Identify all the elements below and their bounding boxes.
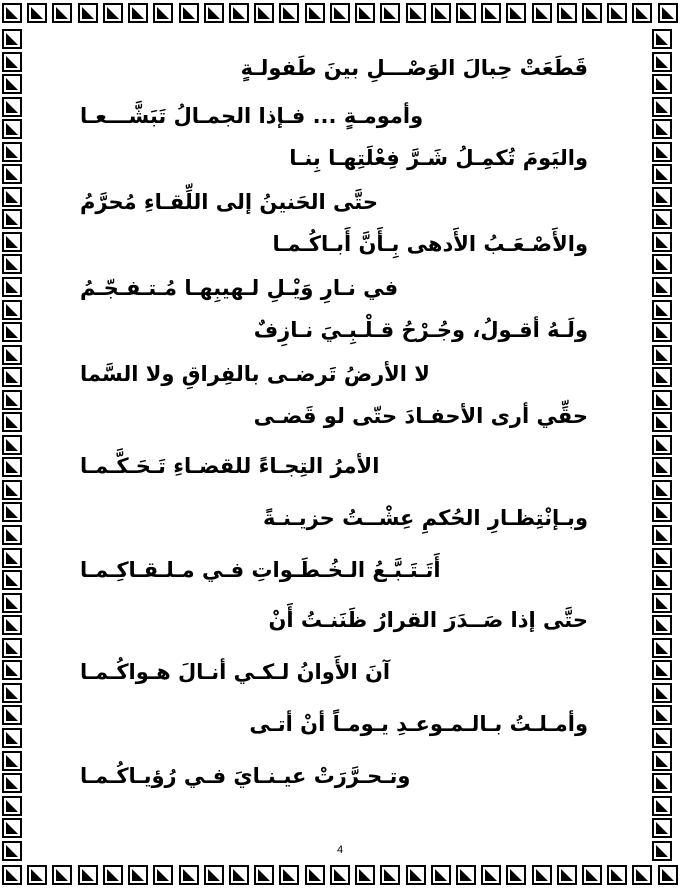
border-tile-icon: [506, 3, 526, 23]
border-tile-icon: [2, 705, 22, 725]
border-tile-icon: [431, 3, 451, 23]
border-tile-icon: [2, 97, 22, 117]
verse-line: وبـإنْتِظـارِ الحُكمِ عِشْــتُ حزيـنـةً: [263, 506, 588, 530]
verse-line: آنَ الأَوانُ لـكـي أنـالَ هـواكُـمـا: [80, 660, 391, 684]
border-tile-icon: [456, 3, 476, 23]
border-tile-icon: [2, 865, 22, 885]
border-tile-icon: [2, 457, 22, 477]
border-tile-icon: [532, 3, 552, 23]
border-tile-icon: [652, 525, 672, 545]
verse-line: قَطَعَتْ حِبالَ الوَصْـــلِ بينَ طَفولـةٍ: [240, 56, 588, 80]
border-tile-icon: [652, 638, 672, 658]
border-tile-icon: [652, 728, 672, 748]
border-tile-icon: [2, 818, 22, 838]
border-tile-icon: [2, 367, 22, 387]
border-tile-icon: [652, 52, 672, 72]
border-tile-icon: [330, 3, 350, 23]
border-tile-icon: [652, 773, 672, 793]
border-tile-icon: [607, 3, 627, 23]
verse-line: حتَّى الحَنينُ إلى اللِّقـاءِ مُحرَّمُ: [80, 190, 378, 214]
border-tile-icon: [652, 322, 672, 342]
border-tile-icon: [506, 865, 526, 885]
border-tile-icon: [2, 187, 22, 207]
border-tile-icon: [229, 865, 249, 885]
verse-line: وتـحـرَّرَتْ عيـنـايَ فـي رُؤيـاكُـمـا: [80, 764, 411, 788]
border-tile-icon: [652, 796, 672, 816]
border-tile-icon: [2, 502, 22, 522]
border-tile-icon: [179, 3, 199, 23]
verse-line: أَتَـتَـبَّـعُ الـخُـطَـواتِ فـي مـلـقـاكِـمـا: [80, 558, 441, 582]
border-tile-icon: [128, 3, 148, 23]
border-tile-icon: [355, 865, 375, 885]
border-tile-icon: [27, 865, 47, 885]
border-tile-icon: [2, 615, 22, 635]
border-tile-icon: [2, 525, 22, 545]
border-tile-icon: [2, 3, 22, 23]
border-tile-icon: [2, 119, 22, 139]
border-tile-icon: [652, 164, 672, 184]
border-tile-icon: [2, 322, 22, 342]
border-tile-icon: [582, 865, 602, 885]
border-tile-icon: [532, 865, 552, 885]
border-tile-icon: [652, 751, 672, 771]
verse-line: لا الأرضُ تَرضـى بالفِراقِ ولا السَّما: [80, 362, 430, 386]
border-tile-icon: [380, 3, 400, 23]
border-tile-icon: [279, 865, 299, 885]
border-tile-icon: [229, 3, 249, 23]
border-right: [652, 28, 678, 862]
border-tile-icon: [2, 412, 22, 432]
border-tile-icon: [78, 865, 98, 885]
border-tile-icon: [2, 345, 22, 365]
border-tile-icon: [305, 865, 325, 885]
border-tile-icon: [652, 97, 672, 117]
border-tile-icon: [652, 570, 672, 590]
page-number: 4: [336, 844, 344, 856]
border-tile-icon: [652, 345, 672, 365]
border-tile-icon: [406, 865, 426, 885]
verse-line: وأمـلـتُ بـالـمـوعـدِ يـومـاً أنْ أتـى: [249, 712, 588, 736]
border-tile-icon: [2, 638, 22, 658]
border-tile-icon: [652, 435, 672, 455]
border-tile-icon: [103, 3, 123, 23]
verse-line: حتَّى إذا صَــدَرَ القرارُ ظَنَنـتُ أَنْ: [268, 608, 588, 632]
border-tile-icon: [254, 3, 274, 23]
border-tile-icon: [279, 3, 299, 23]
border-tile-icon: [305, 3, 325, 23]
border-tile-icon: [652, 367, 672, 387]
border-tile-icon: [2, 254, 22, 274]
border-tile-icon: [652, 254, 672, 274]
border-tile-icon: [557, 3, 577, 23]
border-tile-icon: [632, 3, 652, 23]
border-tile-icon: [2, 435, 22, 455]
border-tile-icon: [2, 660, 22, 680]
border-tile-icon: [481, 3, 501, 23]
border-tile-icon: [652, 818, 672, 838]
border-tile-icon: [52, 865, 72, 885]
border-tile-icon: [652, 29, 672, 49]
border-tile-icon: [406, 3, 426, 23]
border-tile-icon: [153, 3, 173, 23]
border-bottom: [0, 862, 680, 888]
border-tile-icon: [557, 865, 577, 885]
border-tile-icon: [2, 74, 22, 94]
border-tile-icon: [330, 865, 350, 885]
border-tile-icon: [254, 865, 274, 885]
border-tile-icon: [2, 232, 22, 252]
border-tile-icon: [658, 865, 678, 885]
border-tile-icon: [652, 209, 672, 229]
border-tile-icon: [52, 3, 72, 23]
border-tile-icon: [652, 683, 672, 703]
border-tile-icon: [652, 390, 672, 410]
border-tile-icon: [2, 683, 22, 703]
border-tile-icon: [652, 660, 672, 680]
border-tile-icon: [652, 119, 672, 139]
border-tile-icon: [2, 728, 22, 748]
verse-line: في نـارِ وَيْـلِ لـهيبِهـا مُـتـفـجّـمُ: [80, 276, 399, 300]
verse-line: الأمرُ التِجـاءً للقضـاءِ تَـحَـكَّـمـا: [80, 454, 380, 478]
border-tile-icon: [2, 593, 22, 613]
border-tile-icon: [431, 865, 451, 885]
border-tile-icon: [2, 796, 22, 816]
border-tile-icon: [652, 480, 672, 500]
border-tile-icon: [27, 3, 47, 23]
border-tile-icon: [128, 865, 148, 885]
border-tile-icon: [652, 74, 672, 94]
border-tile-icon: [652, 412, 672, 432]
border-tile-icon: [2, 390, 22, 410]
border-tile-icon: [582, 3, 602, 23]
border-tile-icon: [2, 570, 22, 590]
border-tile-icon: [2, 548, 22, 568]
border-tile-icon: [380, 865, 400, 885]
border-tile-icon: [153, 865, 173, 885]
border-left: [2, 28, 28, 862]
border-tile-icon: [2, 209, 22, 229]
border-tile-icon: [78, 3, 98, 23]
verse-line: والأَصْـعَـبُ الأَدهى بِـأَنَّ أَبـاكُـمـا: [272, 232, 588, 256]
border-tile-icon: [456, 865, 476, 885]
border-tile-icon: [204, 865, 224, 885]
border-tile-icon: [652, 142, 672, 162]
verse-line: واليَومَ تُكمِـلُ شَـرَّ فِعْلَتِهـا بِنـا: [289, 146, 588, 170]
border-tile-icon: [2, 480, 22, 500]
border-tile-icon: [652, 502, 672, 522]
border-tile-icon: [652, 300, 672, 320]
border-tile-icon: [179, 865, 199, 885]
border-tile-icon: [652, 277, 672, 297]
border-tile-icon: [652, 705, 672, 725]
border-tile-icon: [2, 52, 22, 72]
border-tile-icon: [103, 865, 123, 885]
border-tile-icon: [607, 865, 627, 885]
verse-line: حقِّي أرى الأحفـادَ حتّى لو قَضـى: [253, 404, 588, 428]
border-tile-icon: [652, 187, 672, 207]
verse-line: وأمومـةٍ ... فـإذا الجمـالُ تَبَشَّـــعـا: [80, 104, 424, 128]
border-tile-icon: [2, 29, 22, 49]
verse-line: ولَـهُ أقـولُ، وجُـرْحُ قـلْـبِـيَ نـازِفٌ: [253, 318, 588, 342]
border-tile-icon: [652, 548, 672, 568]
border-tile-icon: [2, 164, 22, 184]
border-tile-icon: [2, 277, 22, 297]
border-tile-icon: [2, 300, 22, 320]
border-tile-icon: [2, 751, 22, 771]
border-tile-icon: [355, 3, 375, 23]
border-tile-icon: [2, 773, 22, 793]
border-tile-icon: [652, 457, 672, 477]
border-tile-icon: [652, 593, 672, 613]
border-tile-icon: [2, 142, 22, 162]
border-tile-icon: [652, 615, 672, 635]
border-top: [0, 0, 680, 26]
border-tile-icon: [204, 3, 224, 23]
border-tile-icon: [481, 865, 501, 885]
border-tile-icon: [652, 232, 672, 252]
border-tile-icon: [658, 3, 678, 23]
border-tile-icon: [632, 865, 652, 885]
